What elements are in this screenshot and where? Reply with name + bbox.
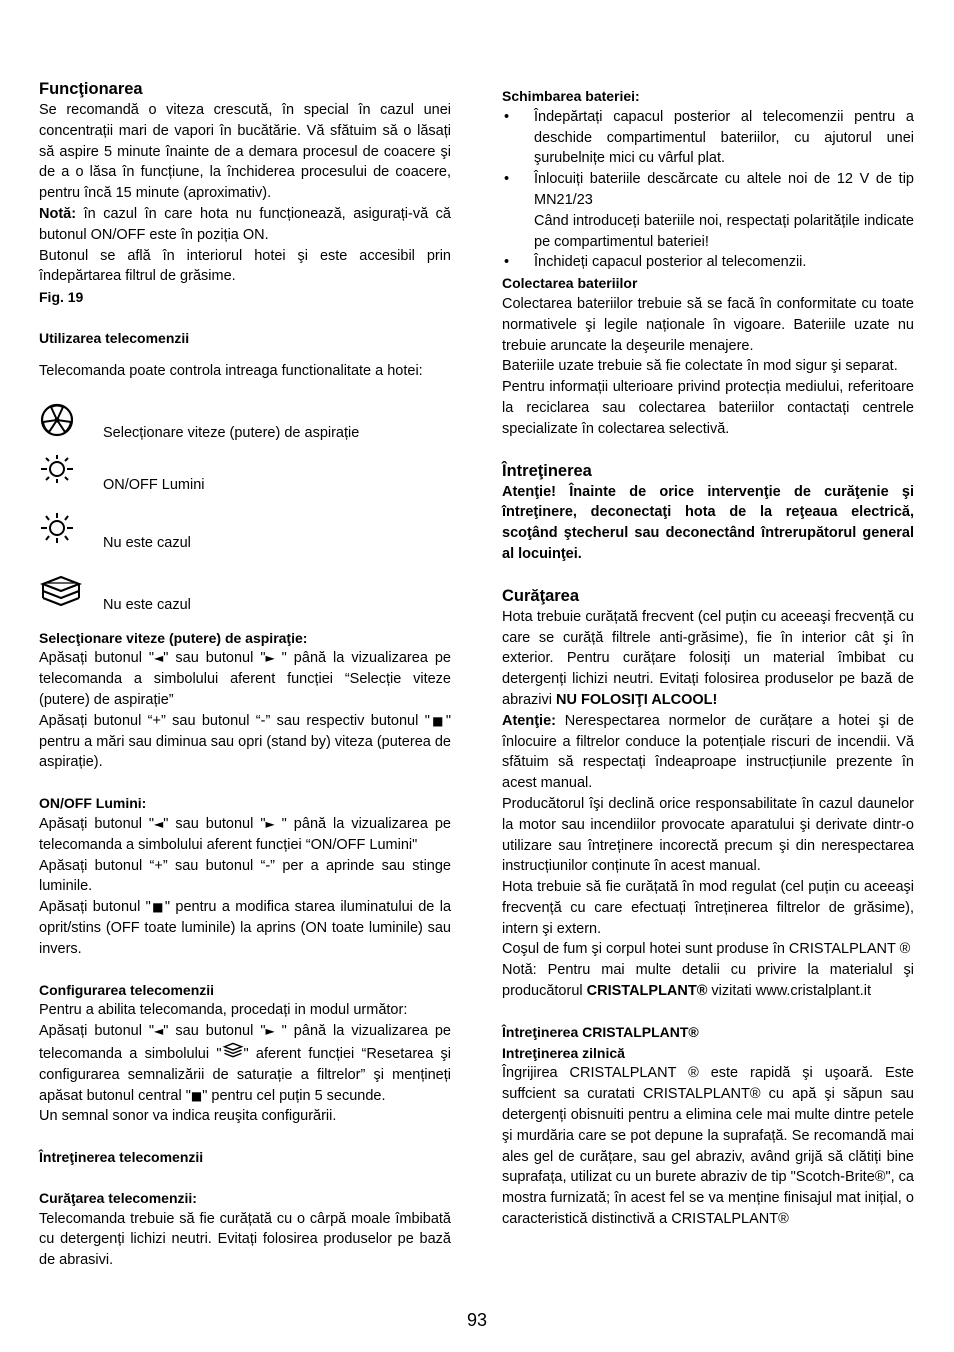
paragraph: Butonul se află în interiorul hotei şi este accesibil prin îndepărtarea filtrul de grăsime.: [39, 247, 451, 285]
icon-row-fan: [39, 392, 451, 446]
paragraph: Coşul de fum şi corpul hotei sunt produse în CRISTALPLANT ®: [502, 941, 911, 958]
list-item: • Îndepărtați capacul posterior al telecomenzii pentru a deschide compartimentul bateriilor, cu ajutorul unei şurubelnițe mici cu vârful plat.: [502, 107, 914, 169]
section-title-telecomanda: Utilizarea telecomenzii: [39, 329, 190, 346]
light-icon: [39, 512, 75, 544]
paragraph: Colectarea bateriilor trebuie să se facă în conformitate cu toate normativele şi legile naționale în vigoare. Bateriile uzate nu trebuie aruncate la deşeurile menajere.: [502, 295, 914, 354]
warning-paragraph: Atenţie! Înainte de orice intervenţie de curăţenie şi întreţinere, deconectaţi hota de la reţeaua electrică, scoţând ştecherul sau deconectând întrerupătorul general al locuinţei.: [502, 483, 914, 562]
section-title-intretinerea: Întreţinerea: [502, 461, 592, 480]
paragraph: Apăsați butonul "■" pentru a modifica starea iluminatului de la oprit/stins (OFF toate luminile) la aprins (ON toate luminile) sau invers.: [39, 899, 452, 957]
section-title-functionare: Funcţionarea: [39, 80, 143, 98]
list-item: • Închideți capacul posterior al telecomenzii.: [502, 252, 914, 273]
section-title-cristalplant: Întreţinerea CRISTALPLANT®: [502, 1023, 699, 1040]
paragraph: Producătorul îşi declină orice responsabilitate în cazul daunelor la motor sau incendiilor provocate aparatului şi derivate dintr-o utilizare sau întreținere incorectă precum şi din nerespectarea instrucțiunilor conținute în acest manual.: [502, 795, 914, 875]
paragraph: Bateriile uzate trebuie să fie colectate în mod sigur şi separat.: [502, 358, 898, 375]
paragraph: Apăsați butonul "◄" sau butonul "► " până la vizualizarea pe telecomanda a simbolului " " aferent funcției “Resetarea şi configurarea semnalizării de saturație a filtrelor” şi mențineți apăsat butonul central "■" pentru cel puțin 5 secunde.: [39, 1023, 452, 1104]
paragraph: Apăsați butonul “+” sau butonul “-” sau respectiv butonul "■" pentru a mări sau diminua sau opri (stand by) viteza (puterea de aspirație).: [39, 712, 451, 771]
icon-label: ON/OFF Lumini: [103, 476, 205, 493]
paragraph: Atenţie: Nerespectarea normelor de curățare a hotei şi de înlocuire a filtrelor conduce la potențiale riscuri de incendii. Vă sfătuim să respectați îndeaproape instrucțiunile prezente în acest manual.: [502, 712, 914, 792]
paragraph: Telecomanda trebuie să fie curățată cu o cârpă moale îmbibată cu detergenți lichizi neutri. Evitați folosirea produselor pe bază de abrasivi.: [39, 1210, 451, 1269]
left-column: [39, 78, 451, 1271]
section-title-configurare: Configurarea telecomenzii: [39, 981, 215, 998]
section-title-curatarea: Curăţarea: [502, 586, 580, 605]
subsection-title-zilnica: Intreţinerea zilnică: [502, 1044, 625, 1061]
list-item: • Înlocuiți bateriile descărcate cu altele noi de 12 V de tip MN21/23 Când introduceți bateriile noi, respectați polaritățile indicate pe compartimentul bateriei!: [502, 169, 914, 252]
icon-row-light: [39, 446, 451, 498]
paragraph: Telecomanda poate controla intreaga functionalitate a hotei:: [39, 362, 423, 379]
paragraph: Notă: Pentru mai multe detalii cu privire la materialul şi producătorul CRISTALPLANT® vizitati www.cristalplant.it: [502, 962, 914, 1000]
filter-layers-icon: [39, 574, 83, 612]
icon-label: Selecționare viteze (putere) de aspirație: [103, 424, 360, 441]
icon-label: Nu este cazul: [103, 534, 191, 551]
paragraph: Hota trebuie curățată frecvent (cel puțin cu aceeaşi frecvență cu care se curăță filtrele anti-grăsime), fie în interior cât şi în exterior. Pentru curățare folosiți un material îmbibat cu detergenți lichizi neutri. Evitați folosirea produselor pe bază de abrazivi NU FOLOSIŢI ALCOOL!: [502, 608, 914, 708]
icon-row-light-2: [39, 498, 451, 556]
paragraph: Un semnal sonor va indica reuşita configurării.: [39, 1108, 337, 1125]
filter-layers-icon: [222, 1042, 244, 1060]
paragraph: Se recomandă o viteza crescută, în special în cazul unei concentrații mari de vapori în bucătărie. Vă sfătuim să o lăsați să aspire 5 minute înainte de a demara procesul de coacere şi de a o lăsa în funcțiune, la închiderea procesului de coacere, pentru încă 15 minute (aproximativ).: [39, 102, 451, 202]
subsection-title-curatare: Curăţarea telecomenzii:: [39, 1189, 197, 1206]
light-icon: [39, 454, 75, 484]
paragraph: Pentru informații ulterioare privind protecția mediului, referitoare la reciclarea sau colectarea bateriilor contactați centrele specializate în colectarea selectivă.: [502, 379, 914, 437]
section-title-baterie: Schimbarea bateriei:: [502, 88, 640, 104]
paragraph: Apăsați butonul “+” sau butonul “-” per a aprinde sau stinge luminile.: [39, 857, 451, 895]
paragraph: Îngrijirea CRISTALPLANT ® este rapidă şi uşoară. Este suffcient sa curatati CRISTALPLANT® cu apă şi săpun sau detergenți obisnuiti pentru a elimina cele mai multe dintre petele şi murdăria care se pot depune la suprafață. Se recomandă mai ales gel de curățare, sau gel abraziv, având grijă să clătiți bine suprafața, utilizat cu un burete abraziv de tip "Scotch-Brite®", ca mostra furnizată; în acest fel se va menține finisajul mat inițial, o caracteristică distinctivă a CRISTALPLANT®: [502, 1065, 914, 1228]
paragraph: Apăsați butonul "◄" sau butonul "► " până la vizualizarea pe telecomanda a simbolului aferent funcției “ON/OFF Lumini": [39, 815, 451, 853]
section-title-colectare: Colectarea bateriilor: [502, 275, 638, 292]
bullet-list: [502, 107, 914, 273]
paragraph: Apăsați butonul "◄" sau butonul "► " până la vizualizarea pe telecomanda a simbolului aferent funcției “Selecție viteze (putere) de aspirație”: [39, 650, 451, 708]
icon-row-filter: [39, 556, 451, 618]
paragraph-note: Notă: în cazul în care hota nu funcționează, asigurați-vă că butonul ON/OFF este în poziția ON.: [39, 205, 451, 243]
figure-reference: Fig. 19: [39, 289, 84, 306]
right-column: [502, 86, 914, 1230]
icon-label: Nu este cazul: [103, 596, 191, 613]
page-number: 93: [466, 1310, 488, 1330]
fan-icon: [39, 402, 75, 438]
section-title-lumini: ON/OFF Lumini:: [39, 795, 147, 812]
paragraph: Hota trebuie să fie curățată în mod regulat (cel puțin cu aceeaşi frecvență cu care efectuați întreținerea filtrelor de grăsime), intern şi extern.: [502, 879, 914, 937]
section-title-intretinere-telecomanda: Întreţinerea telecomenzii: [39, 1149, 204, 1166]
section-title-selectionare: Selecţionare viteze (putere) de aspiraţie:: [39, 629, 308, 646]
paragraph: Pentru a abilita telecomanda, procedați in modul următor:: [39, 1002, 408, 1019]
